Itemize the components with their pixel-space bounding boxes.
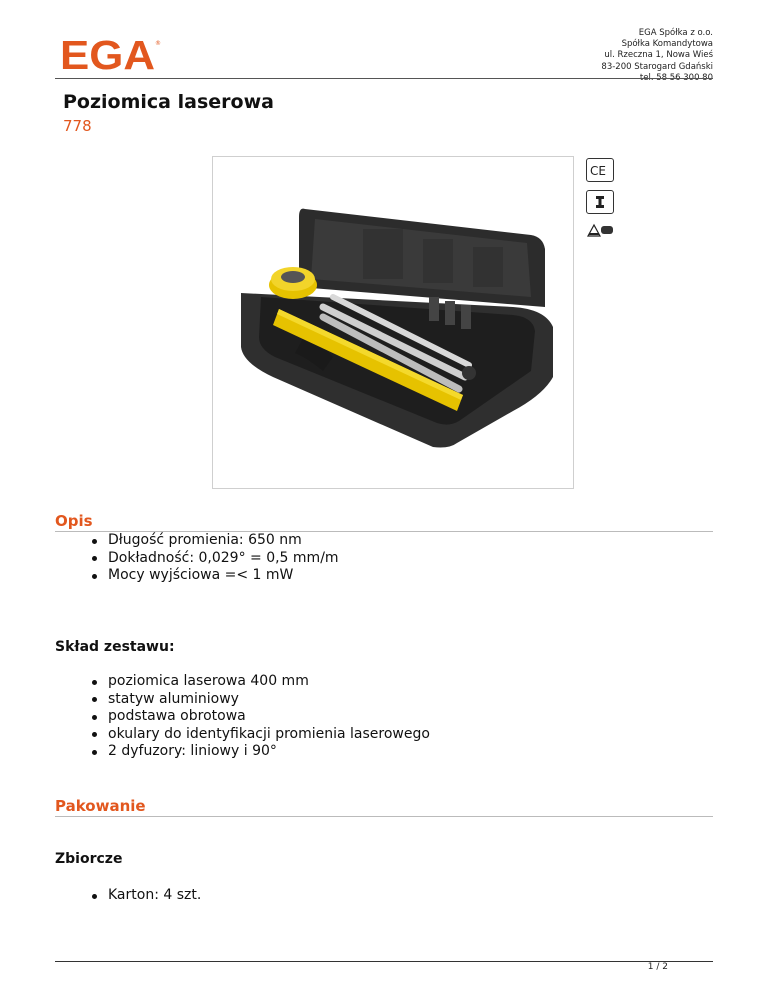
footer-divider: [55, 961, 713, 962]
ce-mark-icon: [586, 158, 614, 182]
list-item: 2 dyfuzory: liniowy i 90°: [82, 743, 430, 761]
list-item: Dokładność: 0,029° = 0,5 mm/m: [82, 550, 339, 568]
page-number: 1 / 2: [647, 962, 668, 972]
spec-list: [82, 532, 339, 585]
list-item: Karton: 4 szt.: [82, 887, 201, 905]
list-item: Mocy wyjściowa =< 1 mW: [82, 567, 339, 585]
company-name: EGA Spółka z o.o.: [638, 28, 713, 38]
laser-warning-icon: [586, 222, 616, 238]
svg-text:®: ®: [155, 40, 161, 47]
company-phone: tel. 58 56 300 80: [639, 72, 713, 83]
product-image: [212, 156, 574, 489]
packaging-subheading: Zbiorcze: [55, 851, 123, 867]
company-city: 83-200 Starogard Gdański: [601, 61, 713, 72]
packaging-list: [82, 887, 201, 905]
list-item: podstawa obrotowa: [82, 708, 430, 726]
certification-icons: [586, 158, 616, 238]
kit-heading: Skład zestawu:: [55, 639, 175, 655]
kit-list: [82, 673, 430, 761]
company-address: [601, 28, 713, 84]
list-item: Długość promienia: 650 nm: [82, 532, 339, 550]
svg-text:CE: CE: [590, 164, 606, 178]
logo-text: EGA: [60, 36, 155, 72]
section-heading-description: Opis: [55, 512, 93, 530]
header-divider: [55, 78, 713, 79]
list-item: statyw aluminiowy: [82, 691, 430, 709]
product-code: 778: [63, 117, 92, 135]
list-item: poziomica laserowa 400 mm: [82, 673, 430, 691]
section-divider: [55, 816, 713, 817]
class-i-icon: [586, 190, 614, 214]
company-type: Spółka Komandytowa: [621, 39, 713, 50]
list-item: okulary do identyfikacji promienia laserowego: [82, 726, 430, 744]
section-heading-packaging: Pakowanie: [55, 797, 146, 815]
company-street: ul. Rzeczna 1, Nowa Wieś: [604, 50, 713, 61]
product-title: Poziomica laserowa: [63, 91, 274, 113]
ega-logo: [60, 36, 164, 72]
